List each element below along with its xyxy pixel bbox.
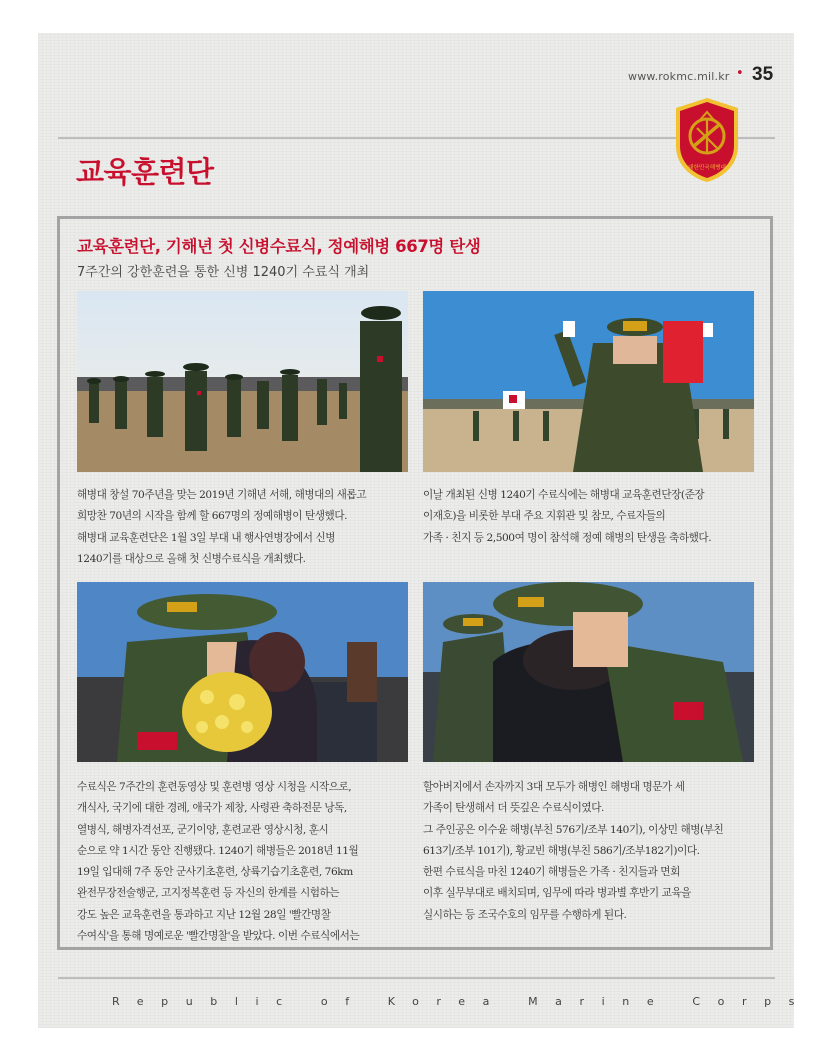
paragraph-line: 가족이 탄생해서 더 뜻깊은 수료식이였다. [423,802,604,815]
paragraph-line: 할아버지에서 손자까지 3대 모두가 해병인 해병대 명문가 세 [423,781,685,793]
section-title: 교육훈련단 [76,155,214,189]
paragraph-line: 한편 수료식을 마친 1240기 해병들은 가족 · 친지들과 면회 [423,866,680,879]
paragraph-line: 해병대 교육훈련단은 1월 3일 부대 내 행사연병장에서 신병 [77,531,336,544]
header-divider [58,137,775,139]
article-subheadline: 7주간의 강한훈련을 통한 신병 1240기 수료식 개최 [77,265,370,280]
paragraph-line: 개식사, 국기에 대한 경례, 애국가 제창, 사령관 축하전문 낭독, [77,802,347,815]
paragraph-line: 이날 개최된 신병 1240기 수료식에는 해병대 교육훈련단장(준장 [423,489,705,501]
paragraph-line: 19일 입대해 7주 동안 군사기초훈련, 상륙기습기초훈련, 76km [77,866,353,879]
paragraph-line: 이재호)을 비롯한 부대 주요 지휘관 및 참모, 수료자들의 [423,510,666,523]
emblem-text: 대한민국해병대 [688,165,726,171]
paragraph-line: 희망찬 70년의 시작을 함께 할 667명의 정예해병이 탄생했다. [77,510,348,523]
header-bullet: • [736,66,744,81]
paragraph-line: 수료식은 7주간의 훈련동영상 및 훈련병 영상 시청을 시작으로, [77,781,352,793]
paragraph-attendees [423,485,754,549]
paragraph-line: 1240기를 대상으로 올해 첫 신병수료식을 개최했다. [77,552,306,565]
photo-marching-recruits [77,291,408,472]
paragraph-line: 이후 실무부대로 배치되며, 임무에 따라 병과별 후반기 교육을 [423,887,691,900]
photo-oath-salute [423,291,754,472]
paragraph-line: 완전무장전술행군, 고지정복훈련 등 자신의 한계를 시험하는 [77,887,340,900]
paragraph-ceremony [77,777,408,947]
footer-divider [58,977,775,979]
photo-hug-family [423,582,754,762]
site-url: www.rokmc.mil.kr [628,70,730,83]
footer-text: Republic of Korea Marine Corps [112,995,812,1008]
paragraph-line: 순으로 약 1시간 동안 진행됐다. 1240기 해병들은 2018년 11월 [77,844,359,857]
paragraph-line: 그 주인공은 이수윤 해병(부친 576기/조부 140기), 이상민 해병(부친 [423,823,724,836]
marine-corps-emblem [672,96,742,184]
paragraph-families [423,777,754,926]
paragraph-line: 613기/조부 101기), 황교빈 해병(부친 586기/조부182기)이다. [423,844,700,857]
photo-hug-with-bouquet [77,582,408,762]
paragraph-line: 수여식'을 통해 명예로운 '빨간명찰'을 받았다. 이번 수료식에서는 [77,930,360,943]
article-headline: 교육훈련단, 기해년 첫 신병수료식, 정예해병 667명 탄생 [77,237,481,256]
page-number: 35 [752,64,774,85]
paragraph-line: 가족 · 친지 등 2,500여 명이 참석해 정예 해병의 탄생을 축하했다. [423,531,712,544]
paragraph-line: 실시하는 등 조국수호의 임무를 수행하게 된다. [423,908,627,921]
paragraph-line: 해병대 창설 70주년을 맞는 2019년 기해년 서해, 해병대의 새롭고 [77,489,367,501]
paragraph-intro [77,485,408,570]
paragraph-line: 열병식, 해병자격선포, 군기이양, 훈련교관 영상시청, 훈시 [77,823,329,836]
paragraph-line: 강도 높은 교육훈련을 통과하고 지난 12월 28일 '빨간명찰 [77,908,331,921]
